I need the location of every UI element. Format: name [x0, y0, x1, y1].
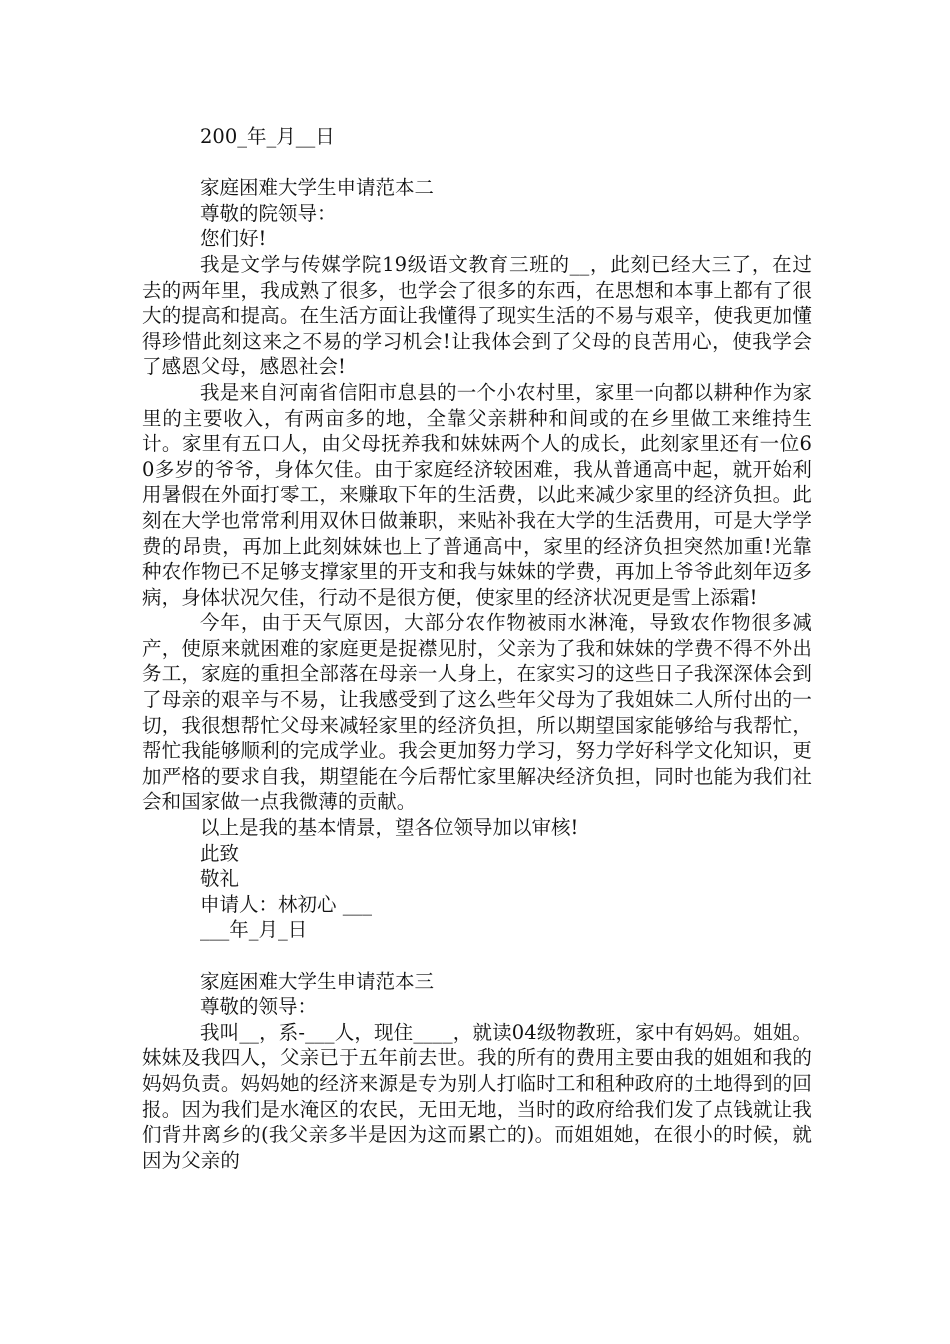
section-two-paragraph-2: 我是来自河南省信阳市息县的一个小农村里，家里一向都以耕种作为家里的主要收入，有两亩多的地，全靠父亲耕种和间或的在乡里做工来维持生计。家里有五口人，由父母抚养我和妹妹两个人的成长，此刻家里还有一位60多岁的爷爷，身体欠佳。由于家庭经济较困难，我从普通高中起，就开始利用暑假在外面打零工，来赚取下年的生活费，以此来减少家里的经济负担。此刻在大学也常常利用双休日做兼职，来贴补我在大学的生活费用，可是大学学费的昂贵，再加上此刻妹妹也上了普通高中，家里的经济负担突然加重!光靠种农作物已不足够支撑家里的开支和我与妹妹的学费，再加上爷爷此刻年迈多病，身体状况欠佳，行动不是很方便，使家里的经济状况更是雪上添霜! — [142, 380, 812, 609]
section-two-signature: 申请人：林初心 ___ — [200, 892, 372, 916]
section-two-date-line: ___年_月_日 — [200, 918, 308, 942]
section-three-title: 家庭困难大学生申请范本三 — [200, 969, 435, 993]
section-three-salutation: 尊敬的领导： — [200, 995, 318, 1019]
section-two-closing-request: 以上是我的基本情景，望各位领导加以审核! — [200, 816, 579, 840]
section-two-closing-2: 敬礼 — [200, 867, 240, 891]
document-page — [142, 124, 812, 1173]
section-two-greeting: 您们好! — [200, 227, 267, 251]
section-two-salutation: 尊敬的院领导： — [200, 201, 337, 225]
blank-line — [142, 150, 812, 176]
section-two-closing-1: 此致 — [200, 841, 240, 865]
blank-line — [142, 943, 812, 969]
section-two-paragraph-1: 我是文学与传媒学院19级语文教育三班的__，此刻已经大三了，在过去的两年里，我成熟了很多，也学会了很多的东西，在思想和本事上都有了很大的提高和提高。在生活方面让我懂得了现实生活的不易与艰辛，使我更加懂得珍惜此刻这来之不易的学习机会!让我体会到了父母的良苦用心，使我学会了感恩父母，感恩社会! — [142, 252, 812, 379]
section-two-title: 家庭困难大学生申请范本二 — [200, 176, 435, 200]
section-two-paragraph-3: 今年，由于天气原因，大部分农作物被雨水淋淹，导致农作物很多减产，使原来就困难的家庭更是捉襟见肘，父亲为了我和妹妹的学费不得不外出务工，家庭的重担全部落在母亲一人身上，在家实习的这些日子我深深体会到了母亲的艰辛与不易，让我感受到了这么些年父母为了我姐妹二人所付出的一切，我很想帮忙父母来减轻家里的经济负担，所以期望国家能够给与我帮忙，帮忙我能够顺利的完成学业。我会更加努力学习，努力学好科学文化知识，更加严格的要求自我，期望能在今后帮忙家里解决经济负担，同时也能为我们社会和国家做一点我微薄的贡献。 — [142, 611, 812, 814]
section-three-paragraph-1: 我叫__，系-___人，现住____，就读04级物教班，家中有妈妈。姐姐。妹妹及我四人，父亲已于五年前去世。我的所有的费用主要由我的姐姐和我的妈妈负责。妈妈她的经济来源是专为别人打临时工和租种政府的土地得到的回报。因为我们是水淹区的农民，无田无地，当时的政府给我们发了点钱就让我们背井离乡的(我父亲多半是因为这而累亡的)。而姐姐她，在很小的时候，就因为父亲的 — [142, 1020, 812, 1172]
date-line-top: 200_年_月__日 — [200, 125, 335, 148]
